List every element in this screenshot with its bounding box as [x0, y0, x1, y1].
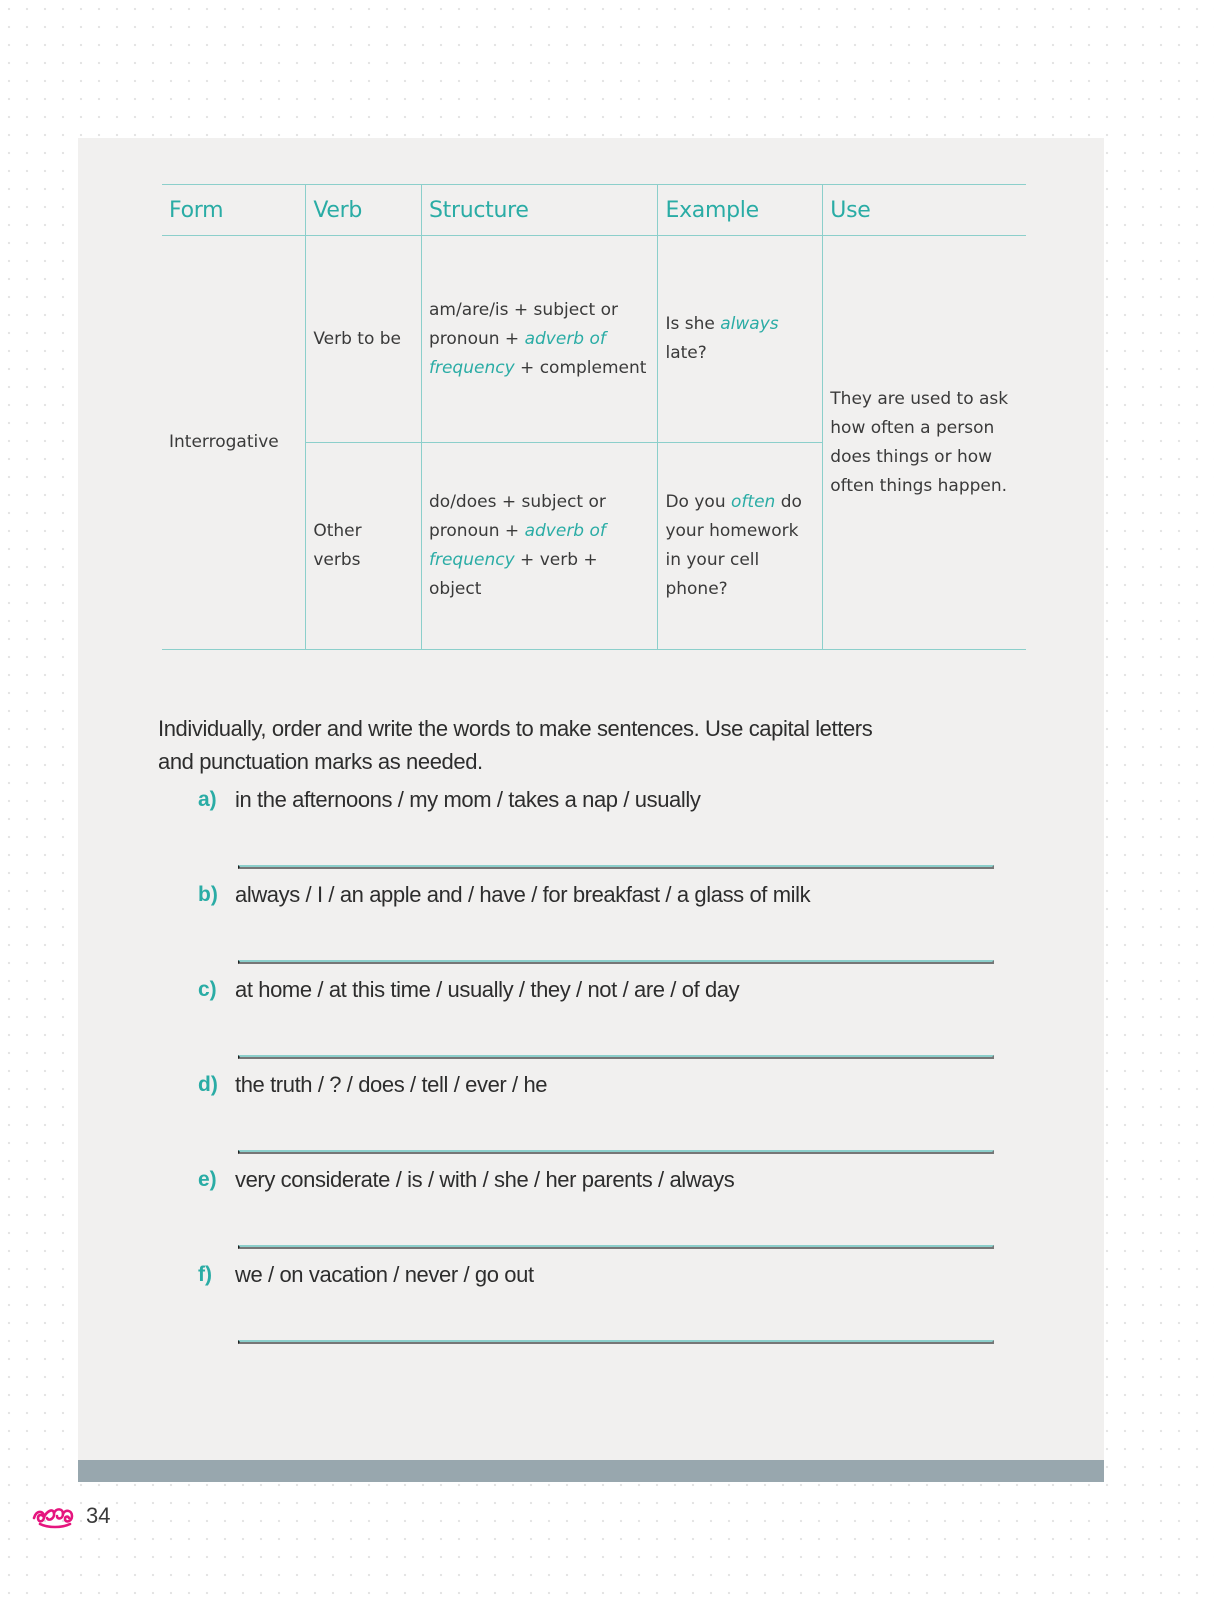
structure-text: do/does + subject or pronoun + [429, 492, 606, 541]
item-prompt: we / on vacation / never / go out [235, 1262, 534, 1287]
example-cell [658, 236, 823, 443]
example-text: late? [665, 343, 707, 363]
item-prompt: at home / at this time / usually / they / not / are / of day [235, 977, 740, 1002]
header-verb: Verb [306, 185, 422, 236]
item-prompt: in the afternoons / my mom / takes a nap / usually [235, 787, 701, 812]
structure-text: + verb + object [429, 550, 598, 599]
exercise-item-b [198, 871, 998, 966]
page-footer [32, 1502, 110, 1530]
answer-line-f[interactable] [238, 1340, 994, 1344]
structure-highlight: adverb of frequency [429, 328, 606, 378]
item-letter: b) [198, 883, 218, 906]
header-form: Form [162, 185, 306, 236]
example-text: Do you [665, 492, 726, 512]
example-cell [658, 443, 823, 650]
verb-cell: Verb to be [306, 236, 422, 443]
verb-cell: Other verbs [306, 443, 422, 650]
header-example: Example [658, 185, 823, 236]
structure-cell [422, 443, 658, 650]
item-letter: a) [198, 788, 217, 811]
table-header-row [162, 185, 1026, 236]
form-cell: Interrogative [162, 236, 306, 650]
example-text: Is she [665, 314, 715, 334]
item-letter: e) [198, 1168, 217, 1191]
structure-text: + complement [520, 357, 647, 378]
item-prompt: very considerate / is / with / she / her parents / always [235, 1167, 735, 1192]
use-cell: They are used to ask how often a person does things or how often things happen. [823, 236, 1026, 650]
exercise-item-c [198, 966, 998, 1061]
header-use: Use [823, 185, 1026, 236]
exercise-item-f [198, 1251, 998, 1346]
structure-text: am/are/is + subject or pronoun + [429, 299, 618, 349]
item-letter: d) [198, 1073, 218, 1096]
grammar-table [162, 184, 1026, 650]
exercise-item-a [198, 776, 998, 871]
structure-cell [422, 236, 658, 443]
item-letter: c) [198, 978, 217, 1001]
item-prompt: always / I / an apple and / have / for breakfast / a glass of milk [235, 882, 811, 907]
example-highlight: often [731, 492, 776, 512]
exercise-list [198, 776, 998, 1346]
exercise-item-e [198, 1156, 998, 1251]
answer-line-a[interactable] [238, 865, 994, 869]
example-highlight: always [720, 314, 779, 334]
header-structure: Structure [422, 185, 658, 236]
page-number: 34 [86, 1503, 111, 1528]
answer-line-b[interactable] [238, 960, 994, 964]
content-panel [78, 138, 1104, 1482]
pink-swirl-logo-icon [32, 1502, 76, 1530]
item-prompt: the truth / ? / does / tell / ever / he [235, 1072, 548, 1097]
table-row [162, 236, 1026, 443]
example-text: do your homework in your cell phone? [665, 492, 802, 599]
answer-line-e[interactable] [238, 1245, 994, 1249]
structure-highlight: adverb of frequency [429, 521, 606, 570]
answer-line-c[interactable] [238, 1055, 994, 1059]
bottom-bar [78, 1460, 1104, 1482]
answer-line-d[interactable] [238, 1150, 994, 1154]
item-letter: f) [198, 1263, 212, 1286]
exercise-instructions: Individually, order and write the words to make sentences. Use capital letters and punctuation marks as needed. [158, 716, 873, 774]
exercise-item-d [198, 1061, 998, 1156]
